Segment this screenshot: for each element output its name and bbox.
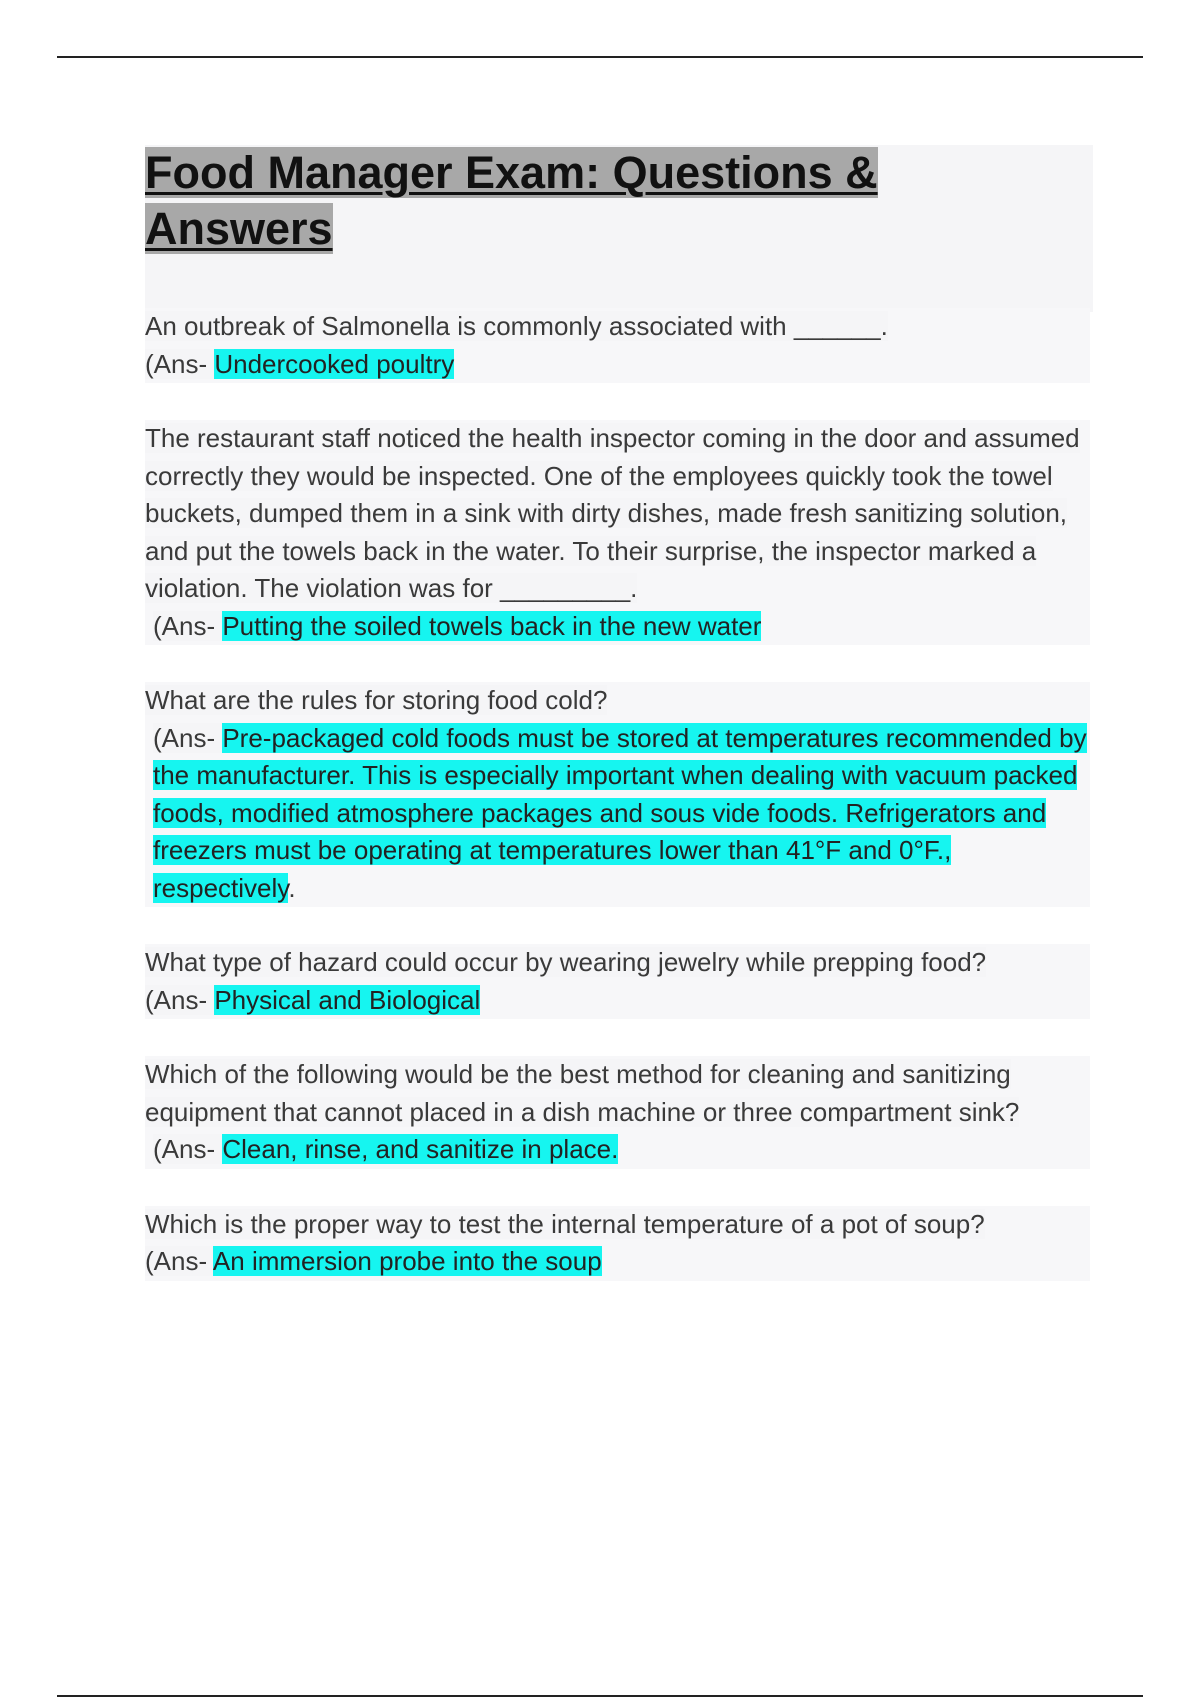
question-text: What are the rules for storing food cold? <box>145 682 1090 720</box>
qa-item-5 <box>145 1056 1090 1169</box>
qa-list <box>145 308 1090 1318</box>
question-text: The restaurant staff noticed the health inspector coming in the door and assumed correctly they would be inspected. One of the employees quickly took the towel buckets, dumped them in a sink with dirty dishes, made fresh sanitizing solution, and put the towels back in the water. To their surprise, the inspector marked a violation. The violation was for _________. <box>145 420 1090 608</box>
qa-item-6 <box>145 1206 1090 1281</box>
answer-prefix: (Ans- <box>145 1246 213 1276</box>
answer-line <box>145 982 1090 1020</box>
qa-item-4 <box>145 944 1090 1019</box>
answer-highlight: Physical and Biological <box>214 984 481 1015</box>
answer-highlight: Clean, rinse, and sanitize in place. <box>222 1134 619 1164</box>
bottom-divider <box>57 1695 1143 1697</box>
answer-line <box>145 1131 1090 1169</box>
answer-line <box>145 1243 1090 1281</box>
top-divider <box>57 56 1143 58</box>
title-block <box>145 145 1093 312</box>
answer-prefix: (Ans- <box>153 610 223 641</box>
answer-highlight: Pre-packaged cold foods must be stored at temperatures recommended by the manufacturer. This is especially important when dealing with vacuum packed foods, modified atmosphere packages and sous vide foods. Refrigerators and freezers must be operating at temperatures lower than 41°F and 0°F., respectively <box>153 722 1087 903</box>
answer-highlight: Undercooked poultry <box>214 348 455 379</box>
answer-prefix: (Ans- <box>145 348 215 379</box>
answer-prefix: (Ans- <box>145 984 215 1015</box>
qa-item-1 <box>145 308 1090 383</box>
question-text: What type of hazard could occur by wearing jewelry while prepping food? <box>145 944 1090 982</box>
answer-line <box>145 608 1090 646</box>
question-text: Which is the proper way to test the internal temperature of a pot of soup? <box>145 1206 1090 1244</box>
answer-line: (Ans- Pre-packaged cold foods must be stored at temperatures recommended by the manufacturer. This is especially important when dealing with vacuum packed foods, modified atmosphere packages and sous vide foods. Refrigerators and freezers must be operating at temperatures lower than 41°F and 0°F., respectively. <box>145 720 1090 908</box>
qa-item-3 <box>145 682 1090 907</box>
qa-item-2 <box>145 420 1090 645</box>
answer-highlight: Putting the soiled towels back in the new water <box>222 610 762 641</box>
answer-line <box>145 346 1090 384</box>
answer-prefix: (Ans- <box>153 1134 223 1164</box>
question-text: An outbreak of Salmonella is commonly associated with ______. <box>145 308 1090 346</box>
answer-prefix: (Ans- <box>153 722 223 753</box>
question-text: Which of the following would be the best method for cleaning and sanitizing equipment that cannot placed in a dish machine or three compartment sink? <box>145 1056 1090 1131</box>
page-title: Food Manager Exam: Questions & Answers <box>145 147 878 254</box>
answer-highlight: An immersion probe into the soup <box>212 1246 602 1276</box>
